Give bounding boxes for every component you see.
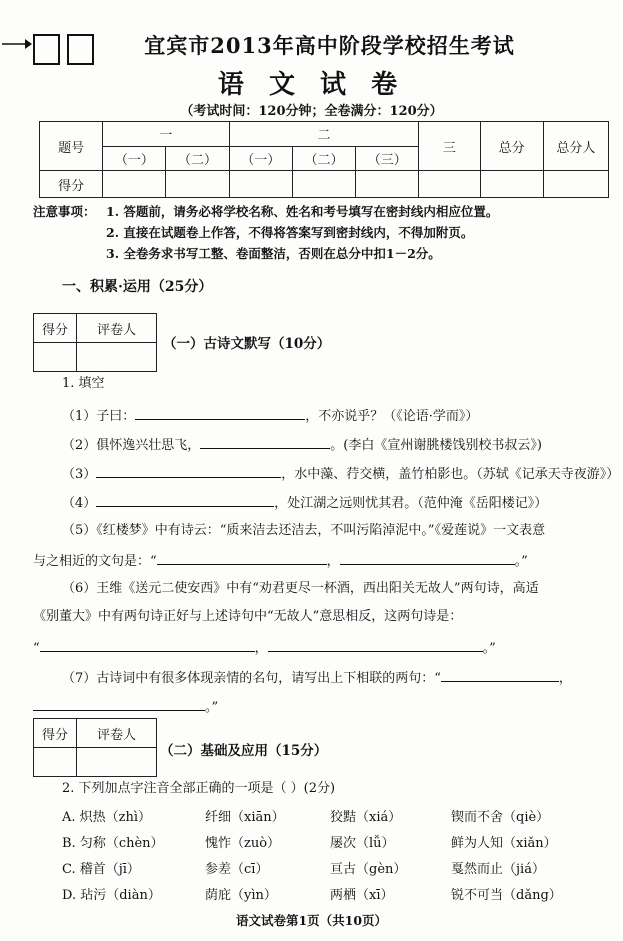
grader-box xyxy=(33,718,157,777)
notice-label: 注意事项： xyxy=(33,204,96,219)
score-cell[interactable] xyxy=(292,171,355,198)
score-cell[interactable] xyxy=(166,171,229,198)
fill-item-7-line1: （7）古诗词中有很多体现亲情的名句，请写出上下相联的两句：“ ， xyxy=(62,667,572,688)
notice-item: 2. 直接在试题卷上作答，不得将答案写到密封线内，不得加附页。 xyxy=(106,225,474,240)
total-header: 总分 xyxy=(480,122,543,171)
option-c[interactable]: C. 稽首（jī） xyxy=(62,862,140,877)
grader-score-cell[interactable] xyxy=(34,748,77,777)
part-one-title: （一）古诗文默写（10分） xyxy=(163,336,331,352)
score-cell[interactable] xyxy=(229,171,292,198)
option-b-word: 愧怍（zuò） xyxy=(205,836,281,851)
option-b-word: 鲜为人知（xiǎn） xyxy=(451,836,557,851)
notice-item: 1. 答题前，请务必将学校名称、姓名和考号填写在密封线内相应位置。 xyxy=(106,204,499,219)
option-c-word: 亘古（gèn） xyxy=(330,862,407,877)
part-one-header: 一 xyxy=(103,122,229,147)
option-b[interactable]: B. 匀称（chèn） xyxy=(62,836,164,851)
grader-person-label: 评卷人 xyxy=(77,314,157,343)
option-d-word: 荫庇（yìn） xyxy=(205,888,277,903)
fill-item-7-line2: 。” xyxy=(33,696,218,717)
answer-blank[interactable] xyxy=(96,463,281,478)
fill-item-4: （4） ，处江湖之远则忧其君。（范仲淹《岳阳楼记》） xyxy=(62,492,547,513)
option-d-word: 两栖（xī） xyxy=(330,888,394,903)
total-person-header: 总分人 xyxy=(543,122,608,171)
fill-item-6-line1: （6）王维《送元二使安西》中有“劝君更尽一杯酒，西出阳关无故人”两句诗，高适 xyxy=(62,581,539,596)
fill-item-3: （3） ，水中藻、荇交横，盖竹柏影也。（苏轼《记承天寺夜游》） xyxy=(62,463,619,484)
answer-blank[interactable] xyxy=(340,550,515,565)
col-question: 题号 xyxy=(40,122,103,171)
paper-title: 语 文 试 卷 xyxy=(217,70,406,100)
part-two-title: （二）基础及应用（15分） xyxy=(160,743,328,759)
option-c-word: 戛然而止（jiá） xyxy=(451,862,545,877)
exam-title: 宜宾市2013年高中阶段学校招生考试 xyxy=(144,33,515,58)
fill-item-2: （2）俱怀逸兴壮思飞， 。(李白《宣州谢朓楼饯别校书叔云》) xyxy=(62,434,542,455)
fill-item-5-line1: （5）《红楼梦》中有诗云：“质来洁去还洁去，不叫污陷淖泥中。”《爱莲说》一文表意 xyxy=(62,523,546,538)
option-a-word: 纤细（xiān） xyxy=(205,810,285,825)
grader-score-label: 得分 xyxy=(34,719,77,748)
fill-item-5-line2: 与之相近的文句是：“ ， 。” xyxy=(33,550,528,571)
sub-header: （一） xyxy=(103,146,166,171)
answer-blank[interactable] xyxy=(40,637,255,652)
score-cell[interactable] xyxy=(480,171,543,198)
section-one-title: 一、积累·运用（25分） xyxy=(62,279,213,295)
answer-blank[interactable] xyxy=(157,550,327,565)
answer-blank[interactable] xyxy=(441,667,559,682)
answer-blank[interactable] xyxy=(200,434,330,449)
sub-header: （三） xyxy=(356,146,419,171)
row-score-label: 得分 xyxy=(40,171,103,198)
fill-item-1: （1）子曰： ，不亦说乎？（《论语·学而》） xyxy=(62,405,478,426)
question-1-label: 1. 填空 xyxy=(62,376,105,391)
grader-person-cell[interactable] xyxy=(77,748,157,777)
grader-person-label: 评卷人 xyxy=(77,719,157,748)
option-a-word: 狡黠（xiá） xyxy=(330,810,402,825)
grader-box xyxy=(33,313,157,372)
option-d-word: 锐不可当（dǎng） xyxy=(451,888,562,903)
grader-score-label: 得分 xyxy=(34,314,77,343)
answer-blank[interactable] xyxy=(135,405,305,420)
option-a-word: 锲而不舍（qiè） xyxy=(451,810,550,825)
exam-info: （考试时间：120分钟；全卷满分：120分） xyxy=(180,104,443,119)
part-three-header: 三 xyxy=(419,122,480,171)
option-a[interactable]: A. 炽热（zhì） xyxy=(62,810,152,825)
answer-blank[interactable] xyxy=(96,492,274,507)
score-cell[interactable] xyxy=(419,171,480,198)
notice-item: 3. 全卷务求书写工整、卷面整洁，否则在总分中扣1－2分。 xyxy=(106,246,441,261)
answer-blank[interactable] xyxy=(268,637,483,652)
grader-score-cell[interactable] xyxy=(34,343,77,372)
sub-header: （二） xyxy=(166,146,229,171)
page-footer: 语文试卷第1页（共10页） xyxy=(235,913,388,928)
question-2: 2. 下列加点字注音全部正确的一项是（ ）(2分) xyxy=(62,781,336,796)
score-cell[interactable] xyxy=(103,171,166,198)
answer-blank[interactable] xyxy=(33,696,205,711)
score-table xyxy=(39,121,609,198)
option-c-word: 参差（cī） xyxy=(205,862,269,877)
grader-person-cell[interactable] xyxy=(77,343,157,372)
part-two-header: 二 xyxy=(229,122,419,147)
fill-item-6-line2: 《别董大》中有两句诗正好与上述诗句中“无故人”意思相反，这两句诗是： xyxy=(33,609,463,624)
option-d[interactable]: D. 玷污（diàn） xyxy=(62,888,161,903)
fill-item-6-line3: “ ， 。” xyxy=(33,637,496,658)
score-cell[interactable] xyxy=(543,171,608,198)
score-cell[interactable] xyxy=(356,171,419,198)
sub-header: （二） xyxy=(292,146,355,171)
sub-header: （一） xyxy=(229,146,292,171)
option-b-word: 屡次（lǚ） xyxy=(330,836,395,851)
